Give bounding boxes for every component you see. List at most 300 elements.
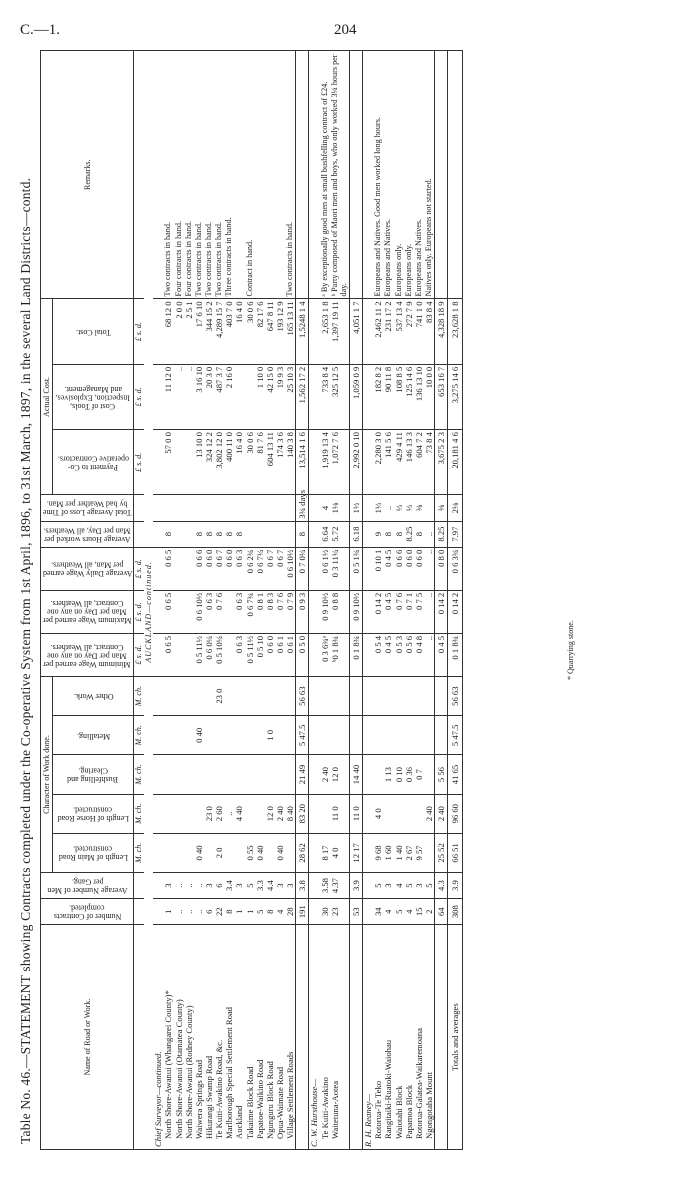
table-row — [153, 51, 163, 1150]
cell-avgw — [174, 547, 184, 590]
cell-men: 3 — [414, 873, 424, 899]
section-label: AUCKLAND—continued. — [144, 547, 153, 676]
unit-label: M. ch. — [134, 794, 144, 833]
cell-avgw — [309, 547, 320, 590]
cell-rem: Four contracts in hand. — [174, 51, 184, 299]
cell-minw — [309, 633, 320, 676]
cell-tools — [363, 364, 374, 429]
cell-men: 5 — [404, 873, 414, 899]
cell-clear: 1 13 — [383, 755, 393, 794]
cell-pay: 16 4 0 — [234, 430, 244, 495]
cell-pay: 1,919 13 4 — [320, 430, 330, 495]
cell-lost — [184, 495, 194, 521]
cell-lost — [214, 495, 224, 521]
cell-main — [234, 833, 244, 872]
cell-other — [275, 677, 285, 716]
cell-minw: 0 3 6¾ᵃ — [320, 633, 330, 676]
cell-n: 2 — [424, 899, 435, 925]
cell-clear — [255, 755, 265, 794]
cell-clear — [285, 755, 296, 794]
cell-n: 28 — [285, 899, 296, 925]
cell-main — [163, 833, 173, 872]
cell-other: 56 63 — [296, 677, 309, 716]
table-row — [224, 51, 234, 1150]
cell-total: 165 13 11 — [285, 299, 296, 364]
cell-pay: 81 7 6 — [255, 430, 265, 495]
cell-pay: 604 13 11 — [265, 430, 275, 495]
cell-metal: 0 40 — [194, 716, 204, 755]
cell-main: 8 17 — [320, 833, 330, 872]
row-name-cell: Village Settlement Roads — [285, 925, 296, 1150]
cell-tools: 90 11 8 — [383, 364, 393, 429]
row-name-cell: Marlborough Special Settlement Road — [224, 925, 234, 1150]
cell-metal — [383, 716, 393, 755]
col-header-contracts: Number of Contracts completed. — [41, 899, 134, 925]
cell-tools: 487 3 7 — [214, 364, 224, 429]
cell-total: 23,628 1 8 — [448, 299, 463, 364]
cell-total — [363, 299, 374, 364]
cell-n: 1 — [234, 899, 244, 925]
cell-maxw: 0 6 3 — [204, 590, 214, 633]
cell-maxw: 0 14 2 — [448, 590, 463, 633]
cell-avgw: 0 6 7 — [214, 547, 224, 590]
cell-hrs: 8 — [224, 521, 234, 547]
cell-total: 2 5 1 — [184, 299, 194, 364]
cell-men: 6 — [214, 873, 224, 899]
cell-rem — [153, 51, 163, 299]
cell-men — [363, 873, 374, 899]
cell-rem: Contract in hand. — [245, 51, 255, 299]
cell-tools — [245, 364, 255, 429]
cell-metal: 5 47.5 — [296, 716, 309, 755]
cell-other — [234, 677, 244, 716]
cell-other: 56 63 — [448, 677, 463, 716]
cell-clear — [184, 755, 194, 794]
cell-men: 4 — [394, 873, 404, 899]
cell-pay: 429 4 11 — [394, 430, 404, 495]
col-header-metalling: Metalling. — [53, 716, 134, 755]
cell-total: 741 1 0 — [414, 299, 424, 364]
cell-lost: ⅜ — [414, 495, 424, 521]
cell-tools: 1,059 0 9 — [350, 364, 363, 429]
cell-tools: 325 12 5 — [330, 364, 350, 429]
row-name-cell: Te Kuiti-Awakino Road, &c. — [214, 925, 224, 1150]
cell-total: 537 13 4 — [394, 299, 404, 364]
cell-tools: 19 9 3 — [275, 364, 285, 429]
cell-metal — [320, 716, 330, 755]
cell-pay — [363, 430, 374, 495]
row-name-cell: North Shore-Awanui (Otamatea County) — [174, 925, 184, 1150]
cell-metal — [309, 716, 320, 755]
cell-lost — [204, 495, 214, 521]
cell-tools: 42 15 0 — [265, 364, 275, 429]
cell-other — [435, 677, 448, 716]
cell-pay — [153, 430, 163, 495]
row-name-cell: Te Kuiti-Awakino — [320, 925, 330, 1150]
cell-avgw: 0 6 5 — [163, 547, 173, 590]
cell-total: 17 6 10 — [194, 299, 204, 364]
col-header-max-wage: Maximum Wage earned per Man per Day on any one Contract, all Weathers. — [41, 590, 134, 633]
cell-tools: 1 10 0 — [255, 364, 265, 429]
cell-hrs: 6.18 — [350, 521, 363, 547]
row-name-cell: Opua-Waimate Road — [275, 925, 285, 1150]
cell-main — [153, 833, 163, 872]
cell-other — [224, 677, 234, 716]
cell-maxw: 0 8 3 — [265, 590, 275, 633]
cell-total: 2,462 11 2 — [373, 299, 383, 364]
cell-other — [383, 677, 393, 716]
footnote: * Quarrying stone. — [566, 620, 575, 680]
cell-hrs — [275, 521, 285, 547]
cell-hrs: 6.64 — [320, 521, 330, 547]
cell-other — [330, 677, 350, 716]
cell-minw: 0 1 8¾ — [350, 633, 363, 676]
cell-n: 30 — [320, 899, 330, 925]
cell-total: 344 15 2 — [204, 299, 214, 364]
cell-other — [174, 677, 184, 716]
subtotal-row — [296, 51, 309, 1150]
cell-horse: 83 20 — [296, 794, 309, 833]
row-name-cell — [296, 925, 309, 1150]
cell-lost — [224, 495, 234, 521]
cell-n: 22 — [214, 899, 224, 925]
cell-minw: 0 1 8¾ — [448, 633, 463, 676]
cell-lost: ⅓ — [394, 495, 404, 521]
cell-men: 3 — [204, 873, 214, 899]
cell-other — [394, 677, 404, 716]
cell-other — [163, 677, 173, 716]
cell-n: 191 — [296, 899, 309, 925]
cell-avgw: 0 6 6 — [394, 547, 404, 590]
cell-clear: 21 49 — [296, 755, 309, 794]
cell-rem: ᵇ Party composed of Maori men and boys, who only worked 3¼ hours per day. — [330, 51, 350, 299]
cell-clear — [234, 755, 244, 794]
cell-tools: 182 8 2 — [373, 364, 383, 429]
cell-hrs: 8.25 — [404, 521, 414, 547]
cell-avgw: 0 3 11¼ — [330, 547, 350, 590]
cell-horse — [255, 794, 265, 833]
cell-men: 3.9 — [448, 873, 463, 899]
cell-pay: 2,992 0 10 — [350, 430, 363, 495]
cell-lost — [153, 495, 163, 521]
row-name-cell: North Shore-Awanui (Whangarei County)* — [163, 925, 173, 1150]
cell-main: 9 68 — [373, 833, 383, 872]
cell-maxw: 0 6 7¾ — [245, 590, 255, 633]
cell-total: 2 0 0 — [174, 299, 184, 364]
cell-avgw: 0 8 0 — [435, 547, 448, 590]
cell-clear — [309, 755, 320, 794]
cell-other — [320, 677, 330, 716]
cell-metal — [184, 716, 194, 755]
cell-total: 4,289 15 7 — [214, 299, 224, 364]
col-header-name: Name of Road or Work. — [41, 925, 134, 1150]
cell-total: 231 17 2 — [383, 299, 393, 364]
cell-rem: Two contracts in hand. — [214, 51, 224, 299]
row-name-cell: Rangitaiki-Ruatoki-Waiohau — [383, 925, 393, 1150]
cell-minw: 0 6 0¼ — [204, 633, 214, 676]
cell-total: 2,653 1 8 — [320, 299, 330, 364]
cell-minw — [184, 633, 194, 676]
cell-clear — [174, 755, 184, 794]
cell-rem — [309, 51, 320, 299]
cell-avgw: 0 6 3¾ — [448, 547, 463, 590]
col-header-main-road: Length of Main Road constructed. — [53, 833, 134, 872]
cell-maxw — [174, 590, 184, 633]
cell-horse: 4 40 — [234, 794, 244, 833]
cell-main: 0 55 — [245, 833, 255, 872]
table-row — [234, 51, 244, 1150]
cell-hrs: 8 — [204, 521, 214, 547]
cell-minw: 0 5 3 — [394, 633, 404, 676]
row-name-cell: Auckland — [234, 925, 244, 1150]
cell-n: 4 — [275, 899, 285, 925]
cell-main: 1 40 — [394, 833, 404, 872]
cell-men: 3 — [285, 873, 296, 899]
cell-other — [373, 677, 383, 716]
cell-maxw: 0 7 9 — [285, 590, 296, 633]
cell-metal: 5 47.5 — [448, 716, 463, 755]
table-row — [163, 51, 173, 1150]
cell-metal — [435, 716, 448, 755]
cell-avgw: .. — [424, 547, 435, 590]
cell-men: 3.58 — [320, 873, 330, 899]
cell-avgw: 0 6 7 — [265, 547, 275, 590]
cell-pay: 30 0 6 — [245, 430, 255, 495]
cell-n: 5 — [394, 899, 404, 925]
cell-avgw: 0 4 5 — [383, 547, 393, 590]
cell-maxw: 0 7 5 — [414, 590, 424, 633]
cell-men: 4.4 — [265, 873, 275, 899]
cell-minw: .. — [424, 633, 435, 676]
cell-tools: 1,562 17 2 — [296, 364, 309, 429]
cell-metal — [394, 716, 404, 755]
cell-hrs — [363, 521, 374, 547]
cell-maxw: 0 7 6 — [214, 590, 224, 633]
cell-main — [224, 833, 234, 872]
row-name-cell: Rotorua-Galatea-Waikaremoana — [414, 925, 424, 1150]
cell-avgw: 0 6 7 — [275, 547, 285, 590]
cell-lost: ⅓ — [404, 495, 414, 521]
section-row — [144, 51, 153, 1150]
cell-avgw: 0 6 0 — [224, 547, 234, 590]
cell-pay — [309, 430, 320, 495]
cell-lost: 2⅛ — [448, 495, 463, 521]
cell-maxw: .. — [424, 590, 435, 633]
units-row — [134, 51, 144, 1150]
cell-horse: 2 60 — [214, 794, 224, 833]
cell-total — [153, 299, 163, 364]
cell-clear — [373, 755, 383, 794]
cell-rem — [448, 51, 463, 299]
cell-lost: .. — [383, 495, 393, 521]
cell-main: 0 40 — [255, 833, 265, 872]
cell-main — [184, 833, 194, 872]
cell-hrs: 8 — [383, 521, 393, 547]
cell-lost — [424, 495, 435, 521]
cell-clear — [214, 755, 224, 794]
cell-maxw: 0 14 2 — [373, 590, 383, 633]
cell-main — [309, 833, 320, 872]
cell-total: 68 12 0 — [163, 299, 173, 364]
cell-avgw: 0 6 7¼ — [255, 547, 265, 590]
cell-tools: 3 16 10 — [194, 364, 204, 429]
cell-hrs: 8 — [296, 521, 309, 547]
cell-other — [414, 677, 424, 716]
cell-main: 0 40 — [194, 833, 204, 872]
cell-horse — [245, 794, 255, 833]
cell-hrs: 5.72 — [330, 521, 350, 547]
cell-main: 28 62 — [296, 833, 309, 872]
cell-horse — [184, 794, 194, 833]
cell-rem: Europeans and Natives. — [414, 51, 424, 299]
cell-men: 5 — [424, 873, 435, 899]
cell-lost — [265, 495, 275, 521]
cell-metal — [373, 716, 383, 755]
cell-men: .. — [194, 873, 204, 899]
cell-men: .. — [174, 873, 184, 899]
cell-horse — [404, 794, 414, 833]
cell-men: 3.3 — [255, 873, 265, 899]
cell-maxw — [224, 590, 234, 633]
cell-pay: 324 12 2 — [204, 430, 214, 495]
row-name-cell — [435, 925, 448, 1150]
cell-avgw: 0 7 0¼ — [296, 547, 309, 590]
cell-hrs: 8 — [414, 521, 424, 547]
cell-n: .. — [174, 899, 184, 925]
row-name-cell: Rotorua-Te Teko — [373, 925, 383, 1150]
cell-tools: 125 14 6 — [404, 364, 414, 429]
cell-hrs: 8 — [234, 521, 244, 547]
cell-n: 1 — [245, 899, 255, 925]
cell-clear — [424, 755, 435, 794]
cell-n: 4 — [404, 899, 414, 925]
cell-hrs — [285, 521, 296, 547]
cell-rem: Two contracts in hand. — [204, 51, 214, 299]
cell-metal — [245, 716, 255, 755]
table-row — [383, 51, 393, 1150]
cell-other — [363, 677, 374, 716]
cell-hrs: 8 — [394, 521, 404, 547]
cell-main — [204, 833, 214, 872]
col-header-avg-wage: Average Daily Wage earned per Man, all Weathers. — [41, 547, 134, 590]
cell-rem — [265, 51, 275, 299]
cell-n: 53 — [350, 899, 363, 925]
cell-minw — [153, 633, 163, 676]
cell-pay: 146 13 3 — [404, 430, 414, 495]
cell-rem: Europeans only. — [394, 51, 404, 299]
cell-hrs: 9 — [373, 521, 383, 547]
cell-tools: 3,275 14 6 — [448, 364, 463, 429]
cell-total: 4,051 1 7 — [350, 299, 363, 364]
cell-rem: Two contracts in hand. — [163, 51, 173, 299]
cell-main: 2 67 — [404, 833, 414, 872]
cell-clear: 12 0 — [330, 755, 350, 794]
cell-avgw: 0 6 6 — [194, 547, 204, 590]
cell-pay: 73 8 4 — [424, 430, 435, 495]
cell-pay — [174, 430, 184, 495]
row-name-cell — [350, 925, 363, 1150]
cell-other — [184, 677, 194, 716]
cell-horse — [163, 794, 173, 833]
table-row — [373, 51, 383, 1150]
cell-hrs — [245, 521, 255, 547]
cell-rem — [296, 51, 309, 299]
cell-hrs: 8.25 — [435, 521, 448, 547]
cell-avgw: 0 6 0 — [414, 547, 424, 590]
cell-pay: 20,181 4 6 — [448, 430, 463, 495]
cell-main — [265, 833, 275, 872]
cell-total: 1,397 19 11 — [330, 299, 350, 364]
table-row — [174, 51, 184, 1150]
cell-rem: Europeans only. — [404, 51, 414, 299]
cell-horse — [320, 794, 330, 833]
cell-rem: Two contracts in hand. — [194, 51, 204, 299]
cell-minw: 0 5 0 — [296, 633, 309, 676]
table-row — [194, 51, 204, 1150]
cell-n: 4 — [383, 899, 393, 925]
cell-n: .. — [184, 899, 194, 925]
unit-label: £ s. d. — [134, 364, 144, 429]
cell-tools — [153, 364, 163, 429]
row-name-cell: Chief Surveyor—continued. — [153, 925, 163, 1150]
cell-rem: Europeans and Natives. Good men worked long hours. — [373, 51, 383, 299]
cell-tools: 136 13 10 — [414, 364, 424, 429]
totals-row — [448, 51, 463, 1150]
cell-maxw: 0 7 1 — [404, 590, 414, 633]
cell-avgw — [153, 547, 163, 590]
col-header-tools: Cost of Tools, Inspection, Explosives, and Management. — [53, 364, 134, 429]
cell-clear — [163, 755, 173, 794]
cell-n: 5 — [255, 899, 265, 925]
cell-total: 30 0 6 — [245, 299, 255, 364]
row-name-cell: Takaime Block Road — [245, 925, 255, 1150]
cell-tools: 733 8 4 — [320, 364, 330, 429]
cell-total: 82 17 6 — [255, 299, 265, 364]
cell-total: 272 7 9 — [404, 299, 414, 364]
cell-clear: 14 40 — [350, 755, 363, 794]
cell-hrs — [255, 521, 265, 547]
cell-total: 647 8 11 — [265, 299, 275, 364]
table-row — [285, 51, 296, 1150]
cell-horse: 8 40 — [285, 794, 296, 833]
cell-main: 0 40 — [275, 833, 285, 872]
cell-n — [309, 899, 320, 925]
cell-metal — [163, 716, 173, 755]
cell-men: 3.4 — [224, 873, 234, 899]
cell-men: 3.8 — [296, 873, 309, 899]
cell-minw: 0 4 8 — [414, 633, 424, 676]
cell-other — [265, 677, 275, 716]
cell-hrs — [174, 521, 184, 547]
cell-metal — [153, 716, 163, 755]
cell-maxw: 0 6 5 — [163, 590, 173, 633]
cell-other — [245, 677, 255, 716]
table-row — [320, 51, 330, 1150]
cell-tools — [309, 364, 320, 429]
cell-horse: 4 0 — [373, 794, 383, 833]
cell-total: 16 4 0 — [234, 299, 244, 364]
cell-maxw: 0 4 5 — [383, 590, 393, 633]
cell-lost — [285, 495, 296, 521]
cell-other — [153, 677, 163, 716]
unit-label: M. ch. — [134, 716, 144, 755]
cell-minw: 0 5 11½ — [245, 633, 255, 676]
col-header-actual-cost: Actual Cost. — [41, 299, 53, 495]
cell-clear — [224, 755, 234, 794]
unit-label: M. ch. — [134, 677, 144, 716]
cell-pay: 141 5 6 — [383, 430, 393, 495]
table-row — [255, 51, 265, 1150]
